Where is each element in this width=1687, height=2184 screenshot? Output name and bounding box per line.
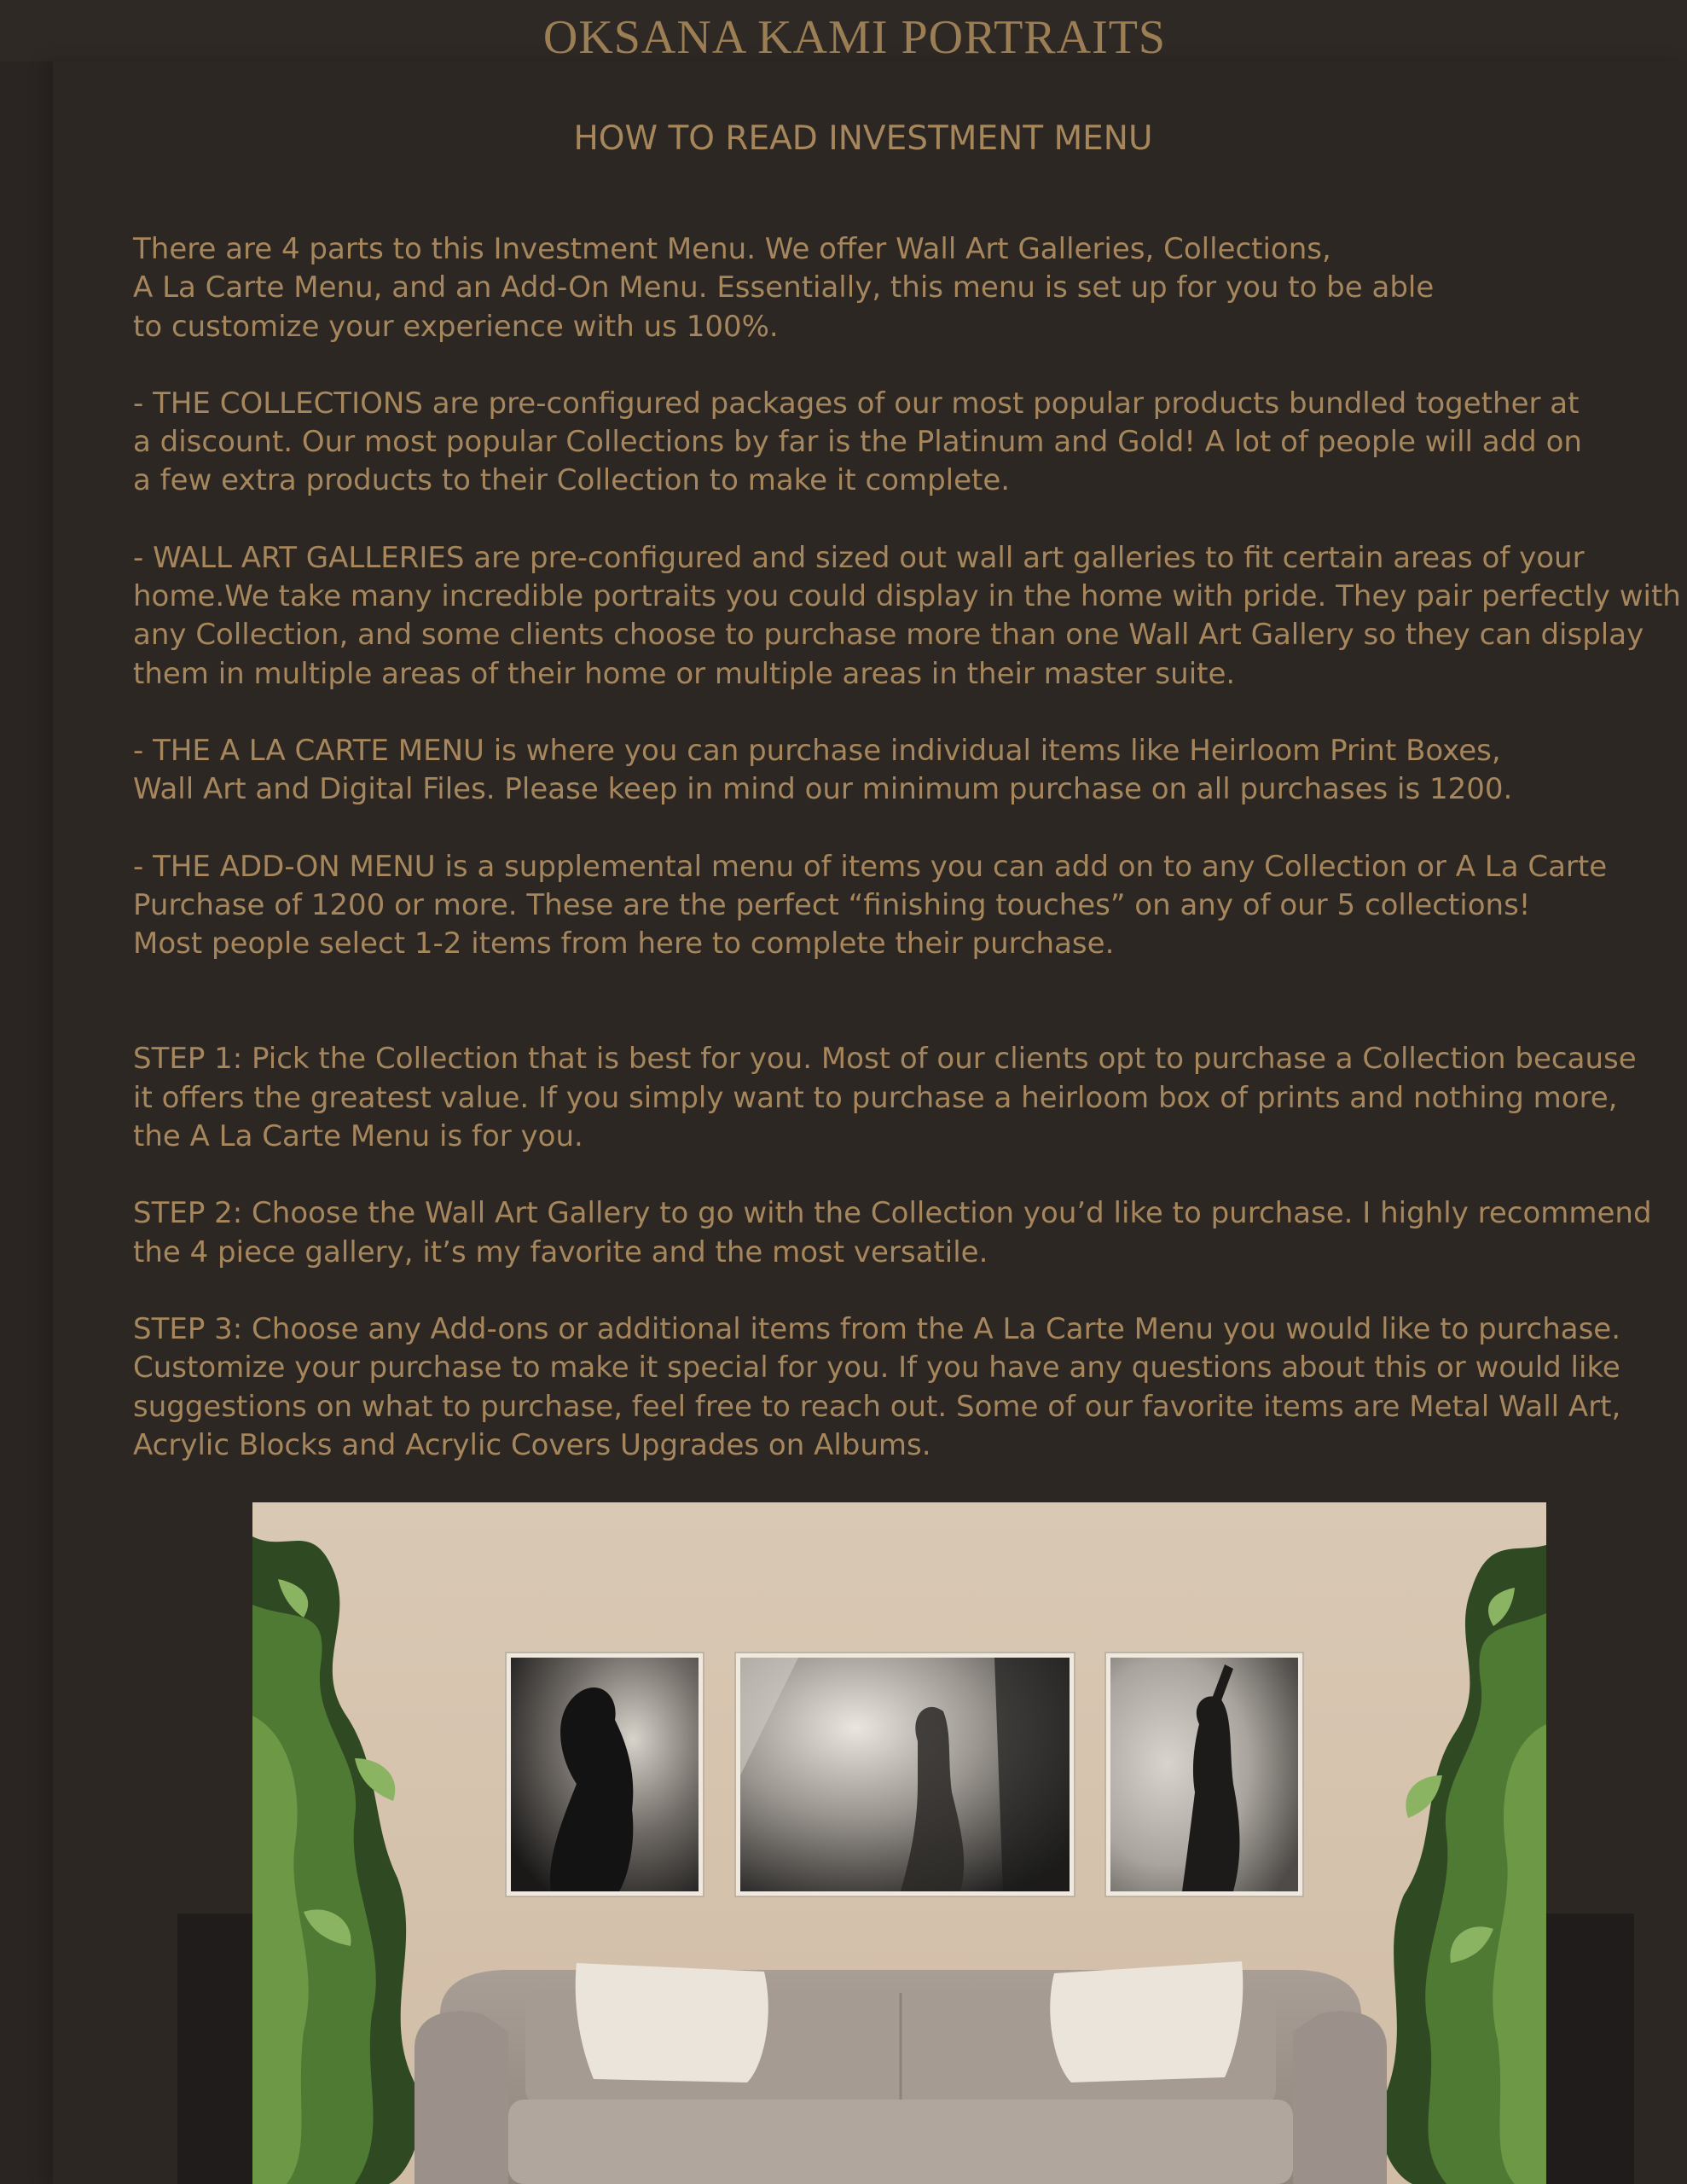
sofa xyxy=(415,1961,1387,2184)
text-line: - THE ADD-ON MENU is a supplemental menu of items you can add on to any Collection or A La Carte xyxy=(133,849,1608,884)
brand-title: OKSANA KAMI PORTRAITS xyxy=(542,11,1167,64)
menu-instructions xyxy=(133,230,1681,1465)
text-line: to customize your experience with us 100%. xyxy=(133,309,779,344)
alacarte-paragraph xyxy=(133,732,1651,810)
text-line: home.We take many incredible portraits you could display in the home with pride. They pair perfectly with xyxy=(133,579,1681,614)
step-2-paragraph xyxy=(133,1194,1651,1272)
text-line: STEP 2: Choose the Wall Art Gallery to go with the Collection you’d like to purchase. I highly recommend xyxy=(133,1196,1652,1231)
step-3-paragraph xyxy=(133,1310,1651,1465)
text-line: any Collection, and some clients choose to purchase more than one Wall Art Gallery so they can display xyxy=(133,618,1644,653)
wall-art-room-photo xyxy=(252,1502,1546,2184)
addon-paragraph xyxy=(133,848,1651,964)
text-line: STEP 1: Pick the Collection that is best for you. Most of our clients opt to purchase a Collection because xyxy=(133,1042,1637,1077)
text-line: them in multiple areas of their home or multiple areas in their master suite. xyxy=(133,656,1236,691)
text-line: the 4 piece gallery, it’s my favorite and the most versatile. xyxy=(133,1234,988,1269)
text-line: Most people select 1-2 items from here to complete their purchase. xyxy=(133,926,1115,961)
text-line: Acrylic Blocks and Acrylic Covers Upgrades on Albums. xyxy=(133,1427,931,1462)
text-line: STEP 3: Choose any Add-ons or additional items from the A La Carte Menu you would like to purchase. xyxy=(133,1311,1621,1346)
text-line: the A La Carte Menu is for you. xyxy=(133,1119,583,1154)
galleries-paragraph xyxy=(133,539,1681,694)
text-line: Customize your purchase to make it special for you. If you have any questions about this or would like xyxy=(133,1350,1620,1385)
text-line: suggestions on what to purchase, feel free to reach out. Some of our favorite items are Metal Wall Art, xyxy=(133,1389,1621,1424)
text-line: There are 4 parts to this Investment Menu. We offer Wall Art Galleries, Collections, xyxy=(133,232,1331,266)
text-line: - THE A LA CARTE MENU is where you can purchase individual items like Heirloom Print Boxes, xyxy=(133,733,1501,768)
shadow-block-left xyxy=(177,1914,254,2184)
text-line: Wall Art and Digital Files. Please keep in mind our minimum purchase on all purchases is 1200. xyxy=(133,772,1513,807)
text-line: - THE COLLECTIONS are pre-configured packages of our most popular products bundled together at xyxy=(133,386,1580,421)
text-line: it offers the greatest value. If you simply want to purchase a heirloom box of prints and nothing more, xyxy=(133,1080,1618,1115)
wall-art-gallery xyxy=(506,1653,1303,1896)
intro-paragraph xyxy=(133,230,1651,346)
text-line: a discount. Our most popular Collections by far is the Platinum and Gold! A lot of people will add on xyxy=(133,425,1582,460)
page-subtitle: HOW TO READ INVESTMENT MENU xyxy=(573,119,1153,158)
text-line: a few extra products to their Collection to make it complete. xyxy=(133,463,1011,498)
collections-paragraph xyxy=(133,385,1651,501)
text-line: A La Carte Menu, and an Add-On Menu. Essentially, this menu is set up for you to be able xyxy=(133,270,1435,305)
text-line: Purchase of 1200 or more. These are the perfect “finishing touches” on any of our 5 collections! xyxy=(133,887,1531,922)
step-1-paragraph xyxy=(133,1040,1651,1156)
shadow-block-right xyxy=(1545,1914,1634,2184)
text-line: - WALL ART GALLERIES are pre-configured and sized out wall art galleries to fit certain areas of your xyxy=(133,540,1585,575)
